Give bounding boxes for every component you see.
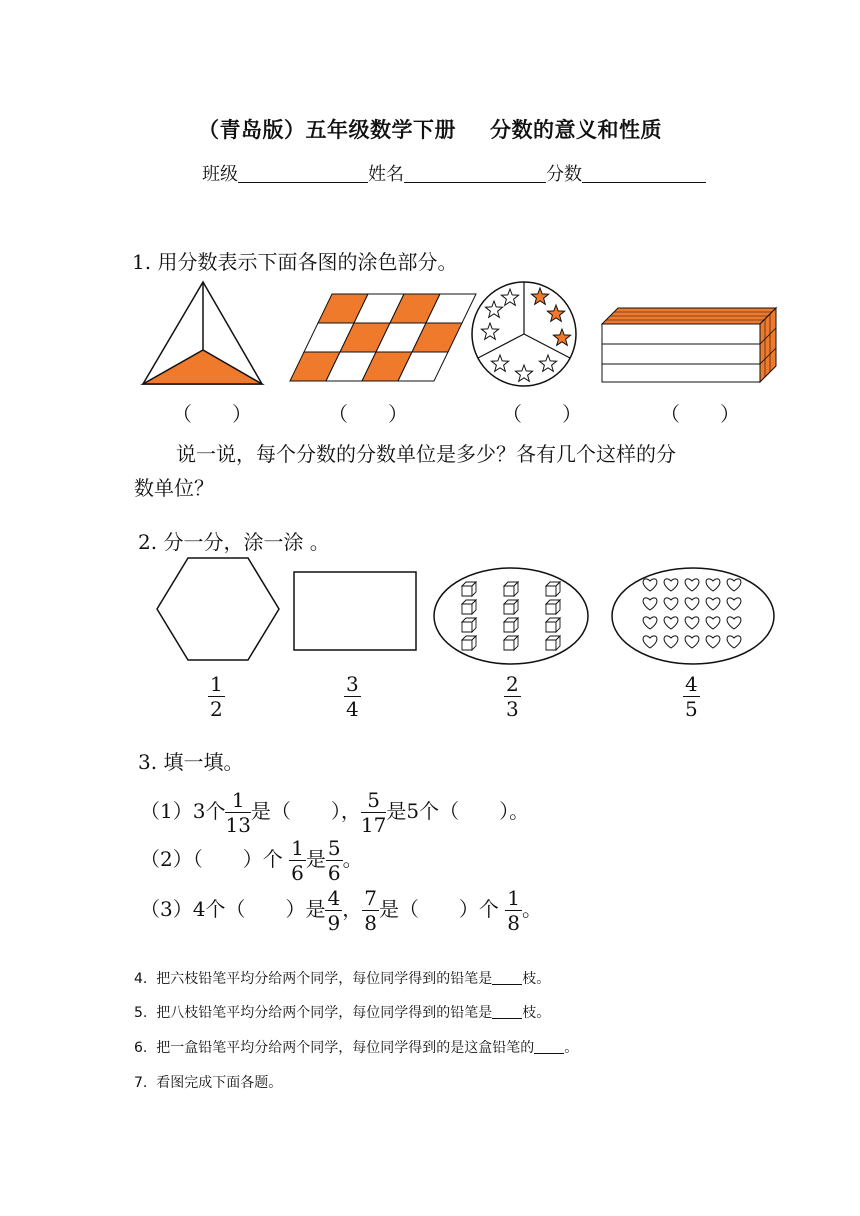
title-left: （青岛版）五年级数学下册 xyxy=(198,118,456,142)
numerator: 4 xyxy=(685,672,698,696)
class-field[interactable] xyxy=(238,164,368,183)
cube-icon xyxy=(462,636,476,650)
denominator: 6 xyxy=(327,861,341,885)
cube-icon xyxy=(546,618,560,632)
item-text: 枝。 xyxy=(522,1005,551,1021)
cube-icon xyxy=(546,582,560,596)
denominator: 17 xyxy=(360,813,387,837)
item-blank-text[interactable]: 是（ ）个 xyxy=(378,897,499,921)
item-blank-text[interactable]: （ ）个 xyxy=(192,847,283,871)
numerator: 3 xyxy=(346,672,359,696)
cube-icon xyxy=(462,600,476,614)
q3-prompt: 3. 填一填。 xyxy=(138,750,244,774)
triangle-figure xyxy=(140,280,265,386)
q1-prompt: 1. 用分数表示下面各图的涂色部分。 xyxy=(132,250,458,274)
q1-discuss-line2: 数单位？ xyxy=(134,476,214,500)
item-blank-text[interactable]: 是5个（ ）。 xyxy=(386,799,530,823)
cube-icon xyxy=(546,636,560,650)
cube-icon xyxy=(462,582,476,596)
q1-answer-3[interactable]: （ ） xyxy=(502,402,582,426)
numerator: 7 xyxy=(364,886,377,910)
item-number: （2） xyxy=(140,847,193,871)
hexagon-figure[interactable] xyxy=(155,556,281,662)
checkerboard-figure xyxy=(290,292,456,382)
numerator: 1 xyxy=(507,886,521,910)
hearts-oval-figure[interactable] xyxy=(610,566,776,666)
q7-line xyxy=(134,1072,282,1092)
q2-prompt: 2. 分一分，涂一涂 。 xyxy=(138,530,330,554)
numerator: 1 xyxy=(225,790,250,813)
q2-fraction-3 xyxy=(504,674,521,719)
class-label: 班级 xyxy=(202,164,238,185)
q3-item-1 xyxy=(140,790,529,835)
q6-line xyxy=(134,1037,578,1057)
item-text: ， xyxy=(342,897,363,921)
q1-answer-1[interactable]: （ ） xyxy=(172,402,252,426)
denominator: 4 xyxy=(346,697,359,721)
cube-icon xyxy=(504,582,518,596)
name-label: 姓名 xyxy=(368,164,404,185)
q3-item-2 xyxy=(140,838,363,883)
item-number: 7. xyxy=(134,1075,148,1091)
denominator: 6 xyxy=(291,861,304,885)
q1-answer-4[interactable]: （ ） xyxy=(660,402,740,426)
denominator: 8 xyxy=(364,911,377,935)
item-blank-text[interactable]: 4个（ ）是 xyxy=(192,897,326,921)
q3-item-3 xyxy=(140,888,542,933)
item-blank-text[interactable]: 是（ ）， xyxy=(250,799,361,823)
item-number: 6. xyxy=(134,1040,148,1056)
cube-icon xyxy=(504,600,518,614)
name-field[interactable] xyxy=(404,164,546,183)
item-text: 。 xyxy=(522,897,543,921)
q4-blank[interactable] xyxy=(492,970,522,985)
numerator: 2 xyxy=(506,672,519,696)
item-text: 把八枝铅笔平均分给两个同学，每位同学得到的铅笔是 xyxy=(156,1005,493,1021)
q2-fraction-4 xyxy=(683,674,700,719)
item-text: 。 xyxy=(564,1040,579,1056)
q5-line xyxy=(134,1002,550,1022)
rectangle-figure[interactable] xyxy=(292,570,418,652)
item-text: 把六枝铅笔平均分给两个同学，每位同学得到的铅笔是 xyxy=(156,971,493,987)
q2-fraction-1 xyxy=(208,674,225,719)
denominator: 8 xyxy=(507,911,521,935)
cube-icon xyxy=(504,636,518,650)
item-text: 看图完成下面各题。 xyxy=(156,1075,283,1091)
cube-icon xyxy=(462,618,476,632)
item-text: 。 xyxy=(342,847,363,871)
item-number: （3） xyxy=(140,897,193,921)
item-text: 3个 xyxy=(192,799,226,823)
q2-fraction-2 xyxy=(344,674,361,719)
star-circle-figure xyxy=(470,280,580,388)
score-field[interactable] xyxy=(582,164,706,183)
numerator: 4 xyxy=(327,886,341,910)
block-figure xyxy=(600,306,778,384)
numerator: 5 xyxy=(361,790,386,813)
cube-icon xyxy=(546,600,560,614)
numerator: 5 xyxy=(327,836,341,860)
student-info-row xyxy=(202,160,706,186)
item-text: 把一盒铅笔平均分给两个同学，每位同学得到的是这盒铅笔的 xyxy=(156,1040,535,1056)
denominator: 2 xyxy=(210,697,223,721)
denominator: 3 xyxy=(506,697,519,721)
page-title xyxy=(0,114,860,144)
item-number: （1） xyxy=(140,799,193,823)
item-text: 是 xyxy=(305,847,326,871)
denominator: 5 xyxy=(685,697,698,721)
item-text: 枝。 xyxy=(522,971,551,987)
cubes-oval-figure[interactable] xyxy=(432,566,590,666)
q1-answer-2[interactable]: （ ） xyxy=(328,402,408,426)
denominator: 13 xyxy=(225,813,251,837)
denominator: 9 xyxy=(327,911,341,935)
item-number: 5. xyxy=(134,1005,148,1021)
score-label: 分数 xyxy=(546,164,582,185)
title-right: 分数的意义和性质 xyxy=(490,118,662,142)
numerator: 1 xyxy=(291,836,304,860)
q4-line xyxy=(134,968,550,988)
q1-discuss-line1: 说一说，每个分数的分数单位是多少？各有几个这样的分 xyxy=(176,442,676,466)
q6-blank[interactable] xyxy=(534,1039,564,1054)
numerator: 1 xyxy=(210,672,223,696)
cube-icon xyxy=(504,618,518,632)
item-number: 4. xyxy=(134,971,148,987)
q5-blank[interactable] xyxy=(492,1004,522,1019)
